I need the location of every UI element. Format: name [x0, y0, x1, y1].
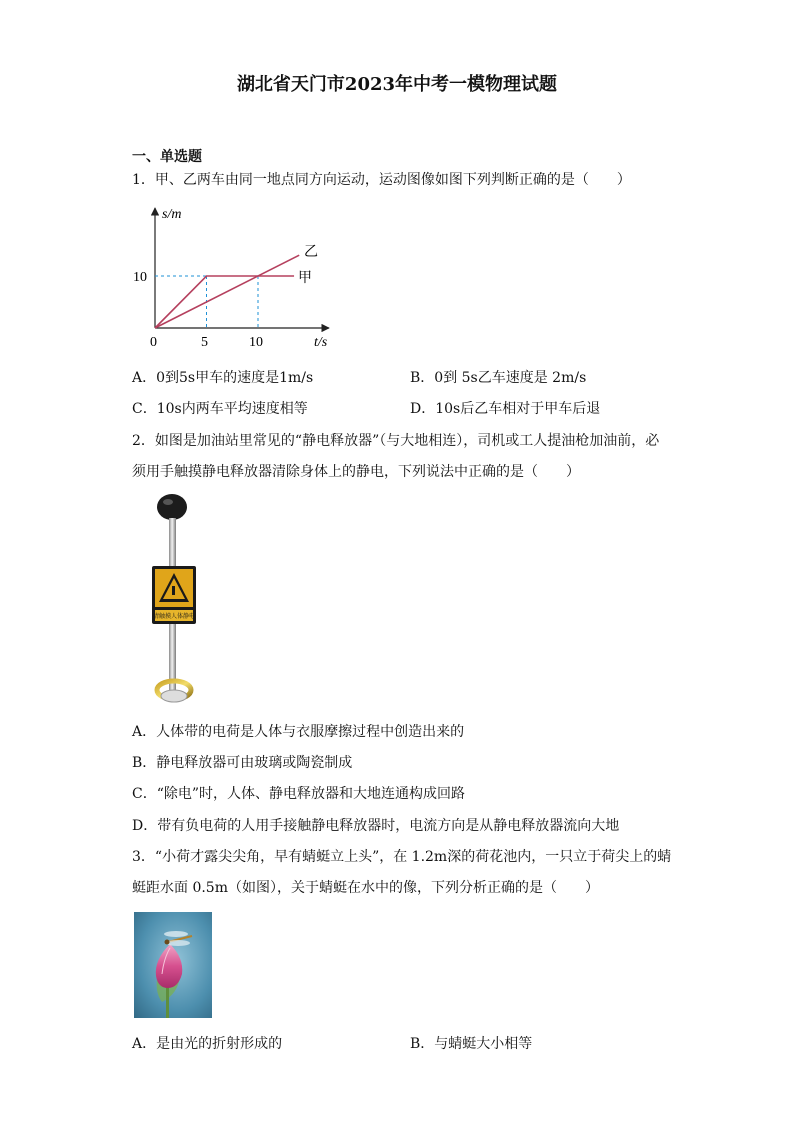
series-label-yi: 乙 — [304, 245, 318, 260]
lotus-dragonfly-photo — [134, 912, 212, 1018]
series-line-yi — [155, 255, 299, 328]
series-label-jia: 甲 — [298, 271, 312, 286]
q2-option-c[interactable]: C．“除电”时，人体、静电释放器和大地连通构成回路 — [132, 786, 466, 802]
q1-option-a[interactable]: A．0到5s甲车的速度是1m/s — [132, 370, 314, 386]
x-tick-label-5: 5 — [201, 335, 208, 350]
section-heading: 一、单选题 — [132, 149, 202, 165]
page-title: 湖北省天门市2023年中考一模物理试题 — [236, 74, 558, 95]
q3-stem-line2: 蜓距水面 0.5m（如图），关于蜻蜓在水中的像，下列分析正确的是（ ） — [132, 880, 599, 896]
q1-option-d[interactable]: D．10s后乙车相对于甲车后退 — [410, 401, 601, 417]
q1-option-c[interactable]: C．10s内两车平均速度相等 — [132, 401, 308, 417]
q1-stem: 1．甲、乙两车由同一地点同方向运动，运动图像如图下列判断正确的是（ ） — [132, 172, 631, 188]
series-line-jia — [155, 276, 294, 328]
q2-option-d[interactable]: D．带有负电荷的人用手接触静电释放器时，电流方向是从静电释放器流向大地 — [132, 818, 620, 834]
origin-tick-label: 0 — [150, 335, 157, 350]
q3-option-a[interactable]: A．是由光的折射形成的 — [132, 1036, 283, 1052]
discharger-sign-text: 请触摸人体静电 — [152, 614, 196, 620]
x-axis-label: t/s — [314, 335, 328, 350]
x-tick-label-10: 10 — [249, 335, 263, 350]
q1-option-b[interactable]: B．0到 5s乙车速度是 2m/s — [410, 370, 587, 386]
q2-stem-line2: 须用手触摸静电释放器清除身体上的静电，下列说法中正确的是（ ） — [132, 464, 580, 480]
q2-stem-line1: 2．如图是加油站里常见的“静电释放器”（与大地相连），司机或工人提油枪加油前，必 — [132, 433, 660, 449]
y-axis-label: s/m — [162, 207, 182, 222]
q2-option-b[interactable]: B．静电释放器可由玻璃或陶瓷制成 — [132, 755, 353, 771]
q2-option-a[interactable]: A．人体带的电荷是人体与衣服摩擦过程中创造出来的 — [132, 724, 465, 740]
q1-motion-chart — [130, 200, 350, 355]
q3-option-b[interactable]: B．与蜻蜓大小相等 — [410, 1036, 533, 1052]
q3-stem-line1: 3．“小荷才露尖尖角，早有蜻蜓立上头”，在 1.2m深的荷花池内，一只立于荷尖上的蜻 — [132, 849, 672, 865]
y-tick-label-10: 10 — [133, 270, 147, 285]
static-discharger-photo — [145, 490, 205, 710]
